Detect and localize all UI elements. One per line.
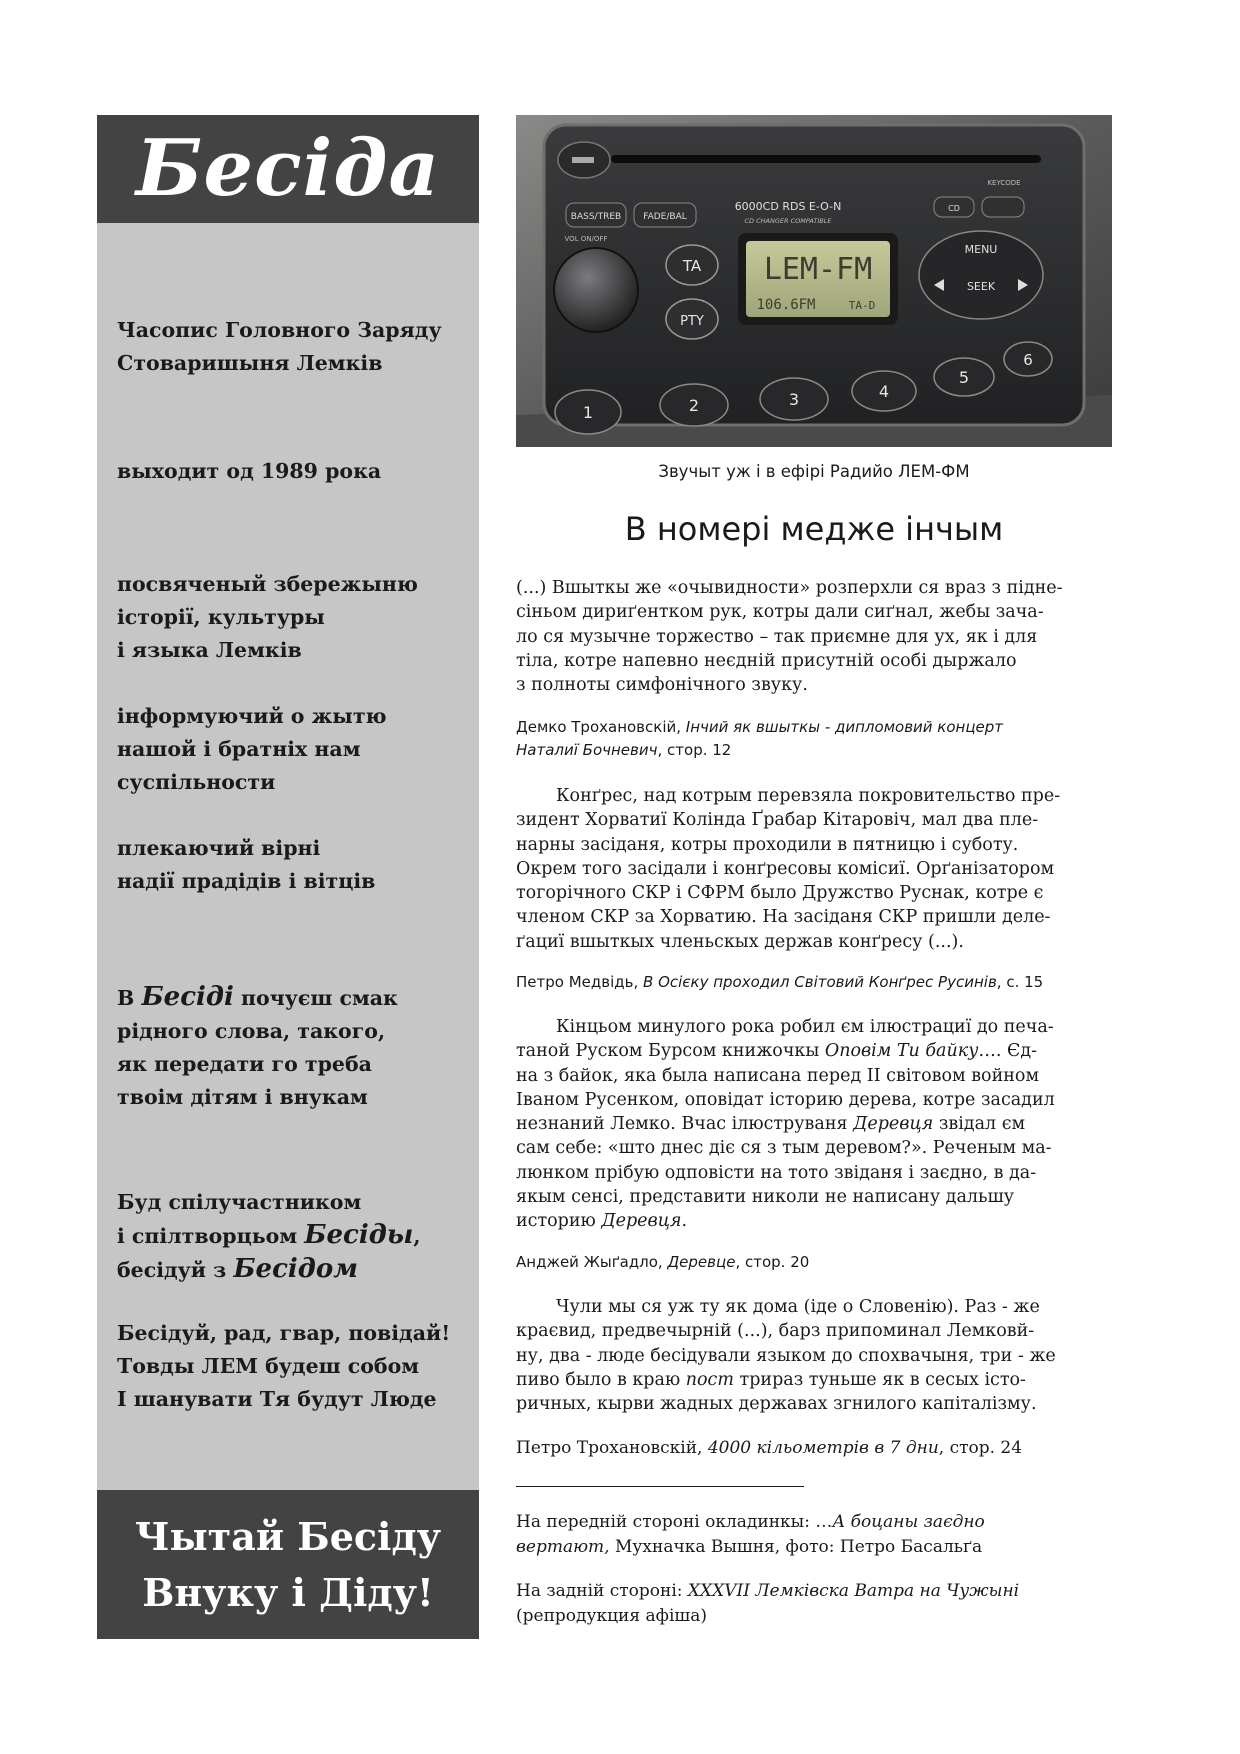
excerpt-line: краєвид, предвечырній (...), барз припоминал Лемковй-: [516, 1321, 1035, 1342]
mission-block-2: [117, 700, 467, 799]
article-excerpt: [516, 784, 1116, 954]
excerpt-line: незнаний Лемко. Вчас ілюструваня Деревця звідал єм: [516, 1114, 1026, 1135]
model-sub-label: CD CHANGER COMPATIBLE: [744, 217, 832, 225]
article-citation: Демко Трохановскій, Інчий як вшыткы - дипломовий концерт Наталиї Бочневич, стор. 12: [516, 718, 1004, 759]
masthead: [97, 115, 479, 223]
article-excerpt: [516, 1015, 1116, 1234]
footer-slogan-line: Внуку і Діду!: [142, 1569, 434, 1615]
since-block: [117, 455, 467, 488]
car-radio-photo: [516, 115, 1112, 447]
taste-line: рідного слова, такого,: [117, 1019, 386, 1043]
subtitle-line: Стоваришыня Лемків: [117, 351, 383, 375]
lcd-ta: TA-D: [848, 299, 876, 312]
motto-line: Товды ЛЕМ будеш собом: [117, 1354, 420, 1378]
mission-line: і языка Лемків: [117, 638, 302, 662]
excerpt-line: историю Деревця.: [516, 1211, 688, 1232]
excerpt-line: з полноты симфонічного звуку.: [516, 675, 808, 696]
excerpt-line: членом СКР за Хорватию. На засіданя СКР пришли деле-: [516, 907, 1051, 928]
ta-button-label: TA: [682, 257, 702, 275]
photo-caption: Звучыт уж і в ефірі Радийо ЛЕМ-ФМ: [658, 462, 970, 481]
preset-label: 2: [688, 396, 700, 415]
excerpt-line: ричных, кырви жадных державах згнилого капіталізму.: [516, 1394, 1037, 1415]
masthead-title: Бесіда: [135, 123, 441, 214]
excerpt-line: зидент Хорватиї Колінда Ґрабар Кітаровіч, мал два пле-: [516, 810, 1039, 831]
taste-line: як передати го треба: [117, 1052, 372, 1076]
taste-block: [117, 981, 467, 1114]
divider: [516, 1486, 804, 1487]
section-heading: В номері медже інчым: [624, 510, 1004, 548]
lcd-frequency: 106.6FM: [756, 297, 816, 313]
article-excerpt: [516, 1295, 1116, 1416]
excerpt-line: Кінцьом минулого рока робил єм ілюстрациї до печа-: [556, 1017, 1054, 1037]
sidebar: [97, 115, 479, 1639]
motto-line: І шанувати Тя будут Люде: [117, 1387, 437, 1411]
preset-label: 3: [788, 390, 800, 409]
fade-bal-label: FADE/BAL: [643, 212, 687, 222]
bass-treb-label: BASS/TREB: [570, 212, 622, 222]
subtitle-line: Часопис Головного Заряду: [117, 318, 442, 342]
vol-label: VOL ON/OFF: [564, 235, 608, 243]
excerpt-line: якым сенсі, представити николи не написану дальшу: [516, 1187, 1015, 1208]
lcd-station: LEM-FM: [763, 252, 873, 287]
preset-label: 5: [958, 368, 970, 387]
article-citation: Петро Трохановскій, 4000 кільометрів в 7 дни, стор. 24: [516, 1438, 1023, 1458]
pty-button-label: PTY: [680, 314, 704, 329]
motto-line: Бесідуй, рад, гвар, повідай!: [117, 1321, 451, 1345]
article-excerpt: [516, 576, 1116, 697]
model-label: 6000CD RDS E-O-N: [734, 200, 842, 213]
preset-label: 6: [1023, 351, 1033, 369]
cover-note-back: На задній стороні: XXXVII Лемківска Ватра на Чужыні (репродукция афіша): [516, 1581, 1020, 1626]
preset-label: 1: [582, 403, 594, 422]
mission-line: плекаючий вірні: [117, 836, 321, 860]
cd-button-label: CD: [948, 204, 960, 213]
cover-note-front: На передній стороні окладинкы: …А боцаны заєдно вертают, Мухначка Вышня, фото: Петро Басальґа: [516, 1512, 985, 1557]
excerpt-line: тогорічного СКР і СФРМ было Дружство Руснак, котре є: [516, 883, 1044, 904]
preset-label: 4: [878, 382, 890, 401]
join-line: бесідуй з Бесідом: [117, 1254, 358, 1284]
mission-block-3: [117, 832, 467, 898]
seek-button-label: SEEK: [966, 280, 996, 293]
excerpt-line: таной Руском Бурсом книжочкы Оповім Ти байку…. Єд-: [516, 1041, 1038, 1062]
keycode-label: KEYCODE: [987, 179, 1021, 187]
excerpt-line: Чули мы ся уж ту як дома (іде о Словенію). Раз - же: [556, 1297, 1040, 1317]
article-citation: Петро Медвідь, В Осієку проходил Світовий Конґрес Русинів, с. 15: [516, 973, 1044, 991]
excerpt-line: сіньом дириґентком рук, котры дали сиґнал, жебы зача-: [516, 602, 1044, 623]
join-line: Буд спілучастником: [117, 1190, 362, 1214]
article-citation: Анджей Жыґадло, Деревце, стор. 20: [516, 1253, 810, 1271]
taste-line: твоім дітям і внукам: [117, 1085, 368, 1109]
motto-block: [117, 1317, 467, 1416]
footer-slogan-line: Чытай Бесіду: [134, 1513, 442, 1559]
excerpt-line: тіла, котре напевно неєдній присутній особі дыржало: [516, 650, 1017, 671]
excerpt-line: ло ся музычне торжество – так приємне для ух, як і для: [516, 626, 1038, 647]
subtitle-block: [117, 314, 467, 380]
excerpt-line: ну, два - люде бесідували языком до спохвачыня, три - же: [516, 1345, 1056, 1366]
taste-line: В Бесіді почуєш смак: [117, 982, 398, 1012]
mission-line: нашой і братніх нам: [117, 737, 361, 761]
join-block: [117, 1186, 467, 1287]
mission-line: посвяченый збережыню: [117, 572, 418, 596]
excerpt-line: люнком прібую одповісти на тото звіданя і заєдно, в да-: [516, 1162, 1037, 1183]
excerpt-line: нарны засіданя, котры проходили в пятницю і суботу.: [516, 834, 1019, 855]
since-line: выходит од 1989 рока: [117, 459, 382, 483]
join-line: і спілтворцьом Бесіды,: [117, 1220, 421, 1250]
excerpt-line: пиво было в краю пост трираз туньше як в сесых істо-: [516, 1369, 1026, 1390]
mission-line: надії прадідів і вітців: [117, 869, 376, 893]
excerpt-line: Іваном Русенком, оповідат історию дерева, котре засадил: [516, 1089, 1055, 1110]
menu-button-label: MENU: [964, 243, 998, 256]
excerpt-line: на з байок, яка была написана перед ІІ світовом войном: [516, 1065, 1040, 1086]
excerpt-line: Окрем того засідали і конґресовы комісиї. Орґанізатором: [516, 858, 1055, 879]
excerpt-line: Конґрес, над котрым перевзяла покровительство пре-: [556, 786, 1061, 806]
footer-slogan-box: [97, 1490, 479, 1639]
mission-block-1: [117, 568, 467, 667]
excerpt-line: (...) Вшыткы же «очывидности» розперхли ся враз з підне-: [516, 578, 1063, 598]
excerpt-line: ґациї вшыткых членьскых держав конґресу (...).: [516, 931, 964, 952]
mission-line: суспільности: [117, 770, 276, 794]
excerpt-line: сам себе: «што днес діє ся з тым деревом?». Реченым ма-: [516, 1138, 1052, 1159]
mission-line: інформуючий о жытю: [117, 704, 387, 728]
mission-line: історії, культуры: [117, 605, 325, 629]
